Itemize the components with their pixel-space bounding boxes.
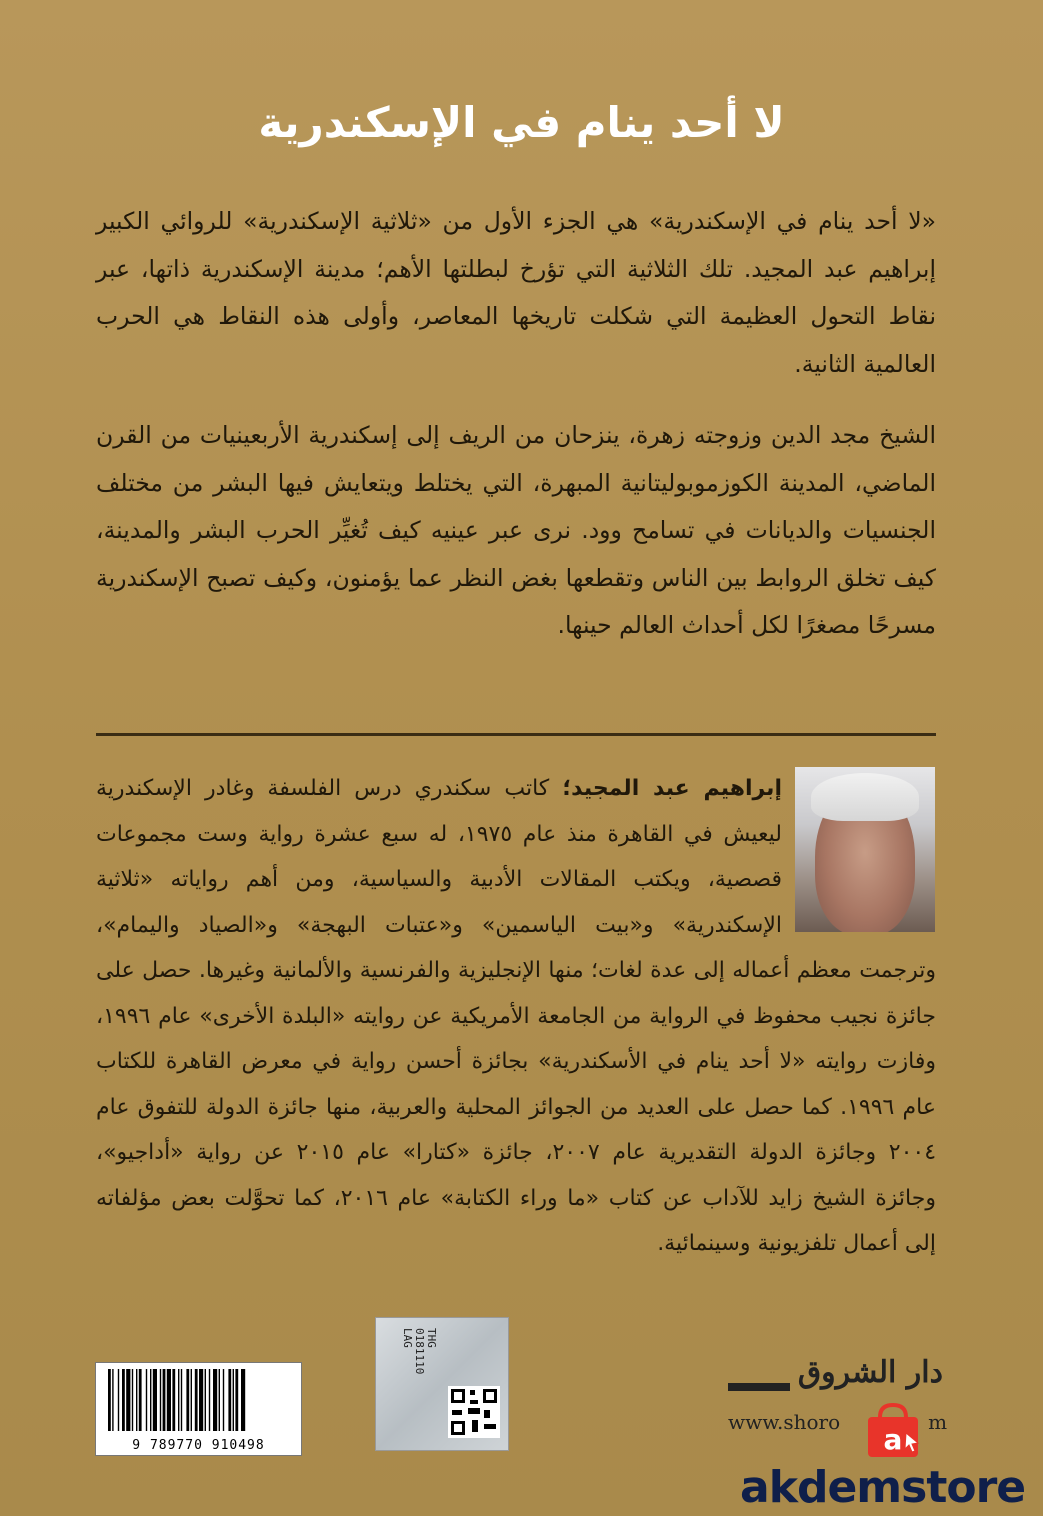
publisher-logo-bar xyxy=(728,1383,790,1391)
sticker-code-1: THG xyxy=(425,1328,438,1348)
section-divider xyxy=(96,733,936,736)
isbn-barcode xyxy=(95,1362,302,1456)
author-bio-text: كاتب سكندري درس الفلسفة وغادر الإسكندرية ليعيش في القاهرة منذ عام ١٩٧٥، له سبع عشرة رواية وست مجموعات قصصية، ويكتب المقالات الأدبية والسياسية، ومن أهم رواياته «ثلاثية الإسكندرية» و«بيت الياسمين» و«عتبات البهجة» و«الصياد واليمام»، وترجمت معظم أعماله إلى عدة لغات؛ منها الإنجليزية والفرنسية والألمانية وغيرها. حصل على جائزة نجيب محفوظ في الرواية من الجامعة الأمريكية عن روايته «البلدة الأخرى» عام ١٩٩٦، وفازت روايته «لا أحد ينام في الأسكندرية» بجائزة أحسن رواية في معرض القاهرة للكتاب عام ١٩٩٦. كما حصل على العديد من الجوائز المحلية والعربية، منها جائزة الدولة للتفوق عام ٢٠٠٤ وجائزة الدولة التقديرية عام ٢٠٠٧، جائزة «كتارا» عام ٢٠١٥ عن رواية «أداجيو»، وجائزة الشيخ زايد للآداب عن كتاب «ما وراء الكتابة» عام ٢٠١٦، كما تحوَّلت بعض مؤلفاته إلى أعمال تلفزيونية وسينمائية. xyxy=(96,776,937,1256)
sticker-code-2: 0181110 xyxy=(413,1328,426,1375)
distributor-sticker xyxy=(375,1317,509,1451)
author-name: إبراهيم عبد المجيد؛ xyxy=(562,776,782,801)
author-bio xyxy=(96,766,936,1267)
publisher-name: دار الشروق xyxy=(797,1355,943,1390)
svg-text:a: a xyxy=(883,1423,903,1456)
synopsis-paragraph-2: الشيخ مجد الدين وزوجته زهرة، ينزحان من الريف إلى إسكندرية الأربعينيات من القرن الماضي، المدينة الكوزموبوليتانية المبهرة، التي يختلط ويتعايش فيها البشر من مختلف الجنسيات والديانات في تسامح وود. نرى عبر عينيه كيف تُغيِّر الحرب البشر والمدينة، كيف تخلق الروابط بين الناس وتقطعها بغض النظر عما يؤمنون، وكيف تصبح الإسكندرية مسرحًا مصغرًا لكل أحداث العالم حينها. xyxy=(96,421,936,639)
sticker-code-3: LAG xyxy=(401,1328,414,1348)
publisher-url: www.shoro m xyxy=(728,1410,948,1434)
synopsis-paragraph-1: «لا أحد ينام في الإسكندرية» هي الجزء الأول من «ثلاثية الإسكندرية» للروائي الكبير إبراهيم عبد المجيد. تلك الثلاثية التي تؤرخ لبطلتها الأهم؛ مدينة الإسكندرية ذاتها، عبر نقاط التحول العظيمة التي شكلت تاريخها المعاصر، وأولى هذه النقاط هي الحرب العالمية الثانية. xyxy=(96,207,936,378)
shopping-bag-icon xyxy=(862,1403,924,1459)
barcode-bars xyxy=(104,1369,292,1431)
store-watermark: akdemstore xyxy=(740,1462,1026,1513)
book-title: لا أحد ينام في الإسكندرية xyxy=(258,98,785,147)
qr-code-icon xyxy=(448,1386,500,1438)
isbn-digits: 9 789770 910498 xyxy=(132,1438,265,1453)
